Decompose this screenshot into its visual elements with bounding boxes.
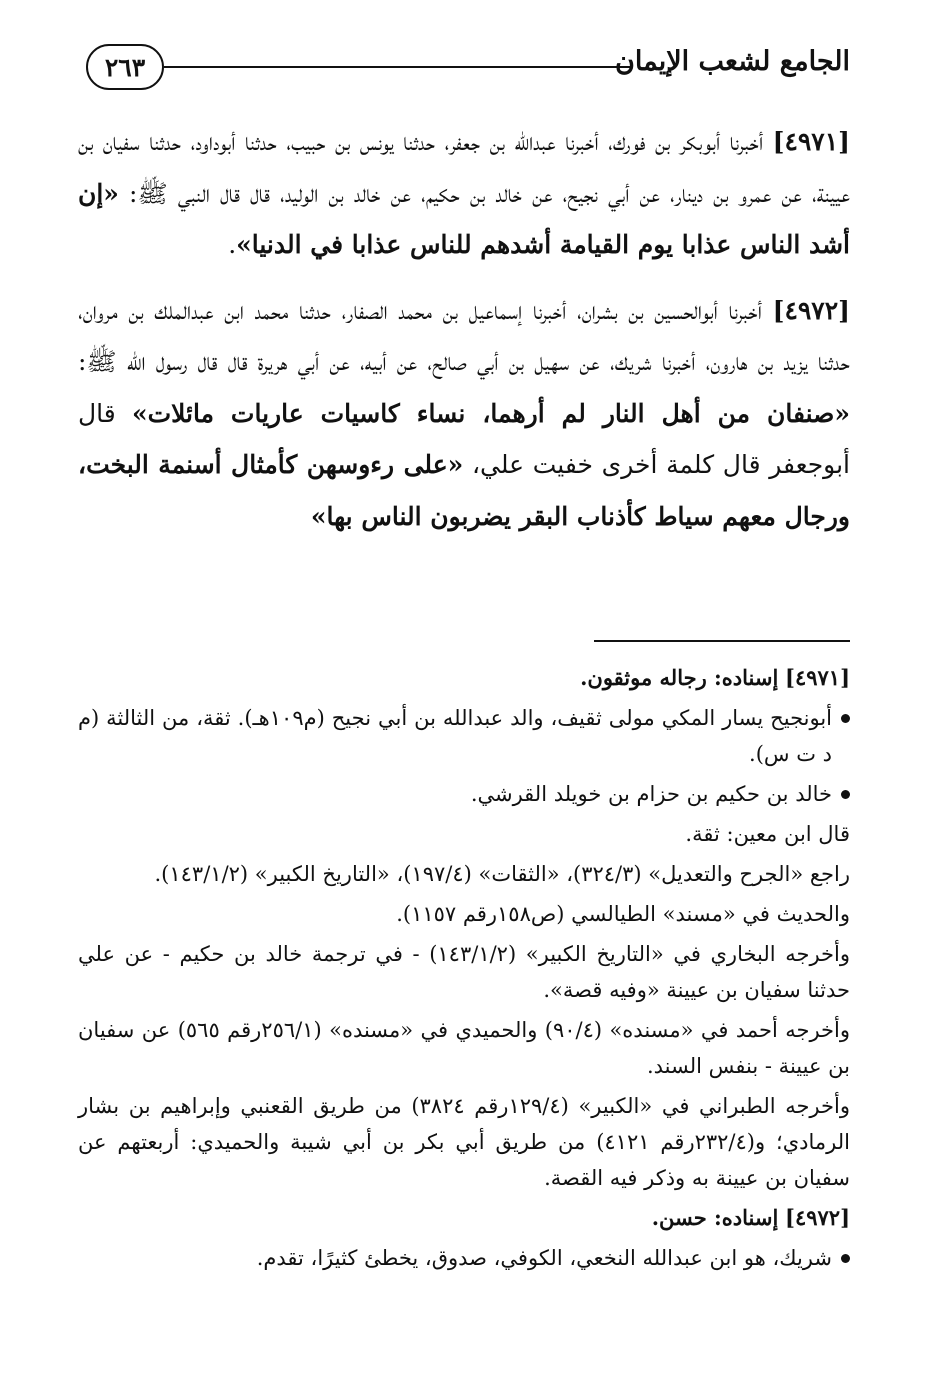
book-title: الجامع لشعب الإيمان — [615, 46, 850, 77]
hadith-text: «إن أشد الناس عذابا يوم القيامة أشدهم للناس عذابا في الدنيا» — [78, 178, 850, 259]
footnote-ref: [٤٩٧٢] — [785, 1205, 850, 1230]
bullet-icon — [841, 1254, 850, 1263]
hadith-ref: [٤٩٧٢] — [772, 295, 850, 325]
footnote-line: وأخرجه أحمد في «مسنده» (٩٠/٤) والحميدي في «مسنده» (٢٥٦/١رقم ٥٦٥) عن سفيان بن عيينة - بنفس السند. — [78, 1018, 850, 1078]
footnote-text: شريك، هو ابن عبدالله النخعي، الكوفي، صدوق، يخطئ كثيرًا، تقدم. — [256, 1246, 832, 1270]
footnotes — [78, 660, 850, 1280]
footnote-bullet — [78, 1240, 850, 1276]
footnote-bullet — [78, 776, 850, 812]
footnote-line: وأخرجه الطبراني في «الكبير» (١٢٩/٤رقم ٣٨٢٤) من طريق القعنبي وإبراهيم بن بشار الرمادي؛ و(٢٣٢/٤رقم ٤١٢١) من طريق أبي بكر بن أبي شيبة والحميدي: أربعتهم عن سفيان بن عيينة به وذكر فيه القصة. — [78, 1094, 850, 1190]
footnote-text: خالد بن حكيم بن حزام بن خويلد القرشي. — [470, 782, 832, 806]
footnote-label: إسناده: حسن. — [651, 1205, 779, 1230]
hadith-tail: . — [228, 230, 237, 259]
footnote-divider — [594, 640, 850, 642]
hadith-text: «صنفان من أهل النار لم أرهما، نساء كاسيات عاريات مائلات» — [131, 398, 850, 428]
header-rule — [164, 66, 630, 68]
footnote-bullet — [78, 700, 850, 772]
hadith-4971 — [78, 116, 850, 271]
hadith-interjection: قال أبوجعفر قال كلمة أخرى خفيت علي، — [78, 398, 851, 479]
bullet-icon — [841, 790, 850, 799]
footnote-line: قال ابن معين: ثقة. — [685, 822, 850, 846]
footnote-text: أبونجيح يسار المكي مولى ثقيف، والد عبدالله بن أبي نجيح (م١٠٩هـ). ثقة، من الثالثة (م د ت س). — [78, 706, 832, 766]
hadith-4972 — [78, 285, 850, 543]
footnote-label: إسناده: رجاله موثقون. — [580, 665, 779, 690]
hadith-ref: [٤٩٧١] — [772, 127, 850, 156]
hadith-chain: أخبرنا أبوبكر بن فورك، أخبرنا عبدالله بن جعفر، حدثنا يونس بن حبيب، حدثنا أبوداود، حدثنا سفيان بن عيينة، عن عمرو بن دينار، عن أبي نجيح، عن خالد بن حكيم، عن خالد بن الوليد، قال قال النبي ﷺ: — [78, 127, 851, 208]
footnote-4971-heading — [78, 660, 850, 696]
footnote-line: والحديث في «مسند» الطيالسي (ص١٥٨رقم ١١٥٧). — [396, 902, 850, 926]
hadith-text-continued: «على رءوسهن كأمثال أسنمة البخت، ورجال معهم سياط كأذناب البقر يضربون الناس بها» — [78, 450, 850, 531]
footnote-ref: [٤٩٧١] — [785, 665, 850, 690]
footnote-4972-heading — [78, 1200, 850, 1236]
hadith-chain: أخبرنا أبوالحسين بن بشران، أخبرنا إسماعيل بن محمد الصفار، حدثنا محمد ابن عبدالملك بن مروان، حدثنا يزيد بن هارون، أخبرنا شريك، عن سهيل بن أبي صالح، عن أبيه، عن أبي هريرة قال قال رسول الله ﷺ: — [78, 295, 850, 376]
page-header — [78, 40, 850, 96]
main-text — [78, 116, 850, 556]
footnote-line: وأخرجه البخاري في «التاريخ الكبير» (١٤٣/١/٢) - في ترجمة خالد بن حكيم - عن علي حدثنا سفيان بن عيينة «وفيه قصة». — [78, 942, 851, 1002]
footnote-line: راجع «الجرح والتعديل» (٣٢٤/٣)، «الثقات» (١٩٧/٤)، «التاريخ الكبير» (١٤٣/١/٢). — [154, 862, 850, 886]
bullet-icon — [841, 714, 850, 723]
page-number: ٢٦٣ — [86, 44, 164, 90]
